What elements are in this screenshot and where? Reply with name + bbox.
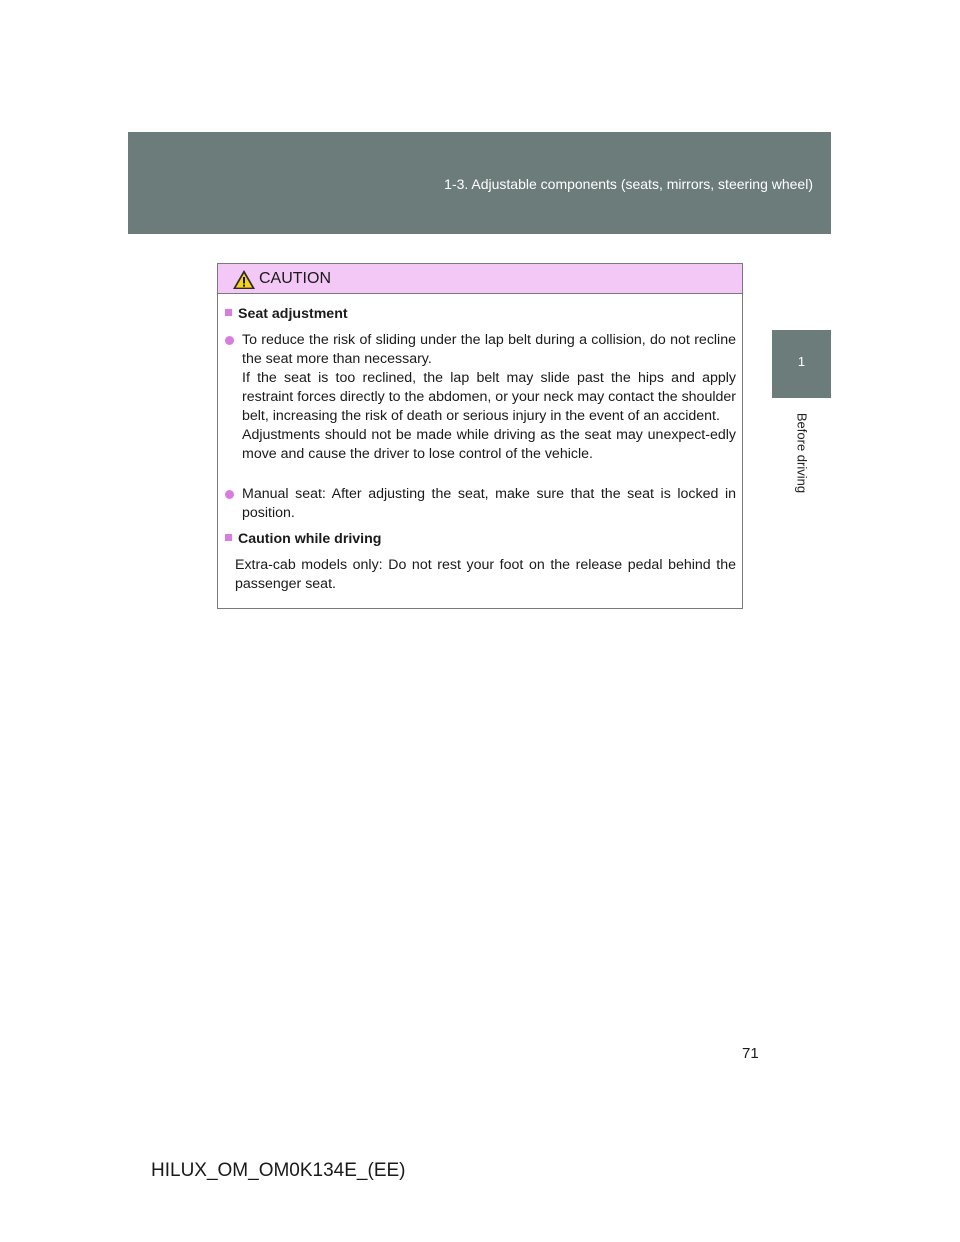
chapter-label [792,410,812,496]
round-bullet-icon [225,490,234,499]
list-item [225,485,736,523]
caution-box [217,263,743,609]
bullet-paragraph: Manual seat: After adjusting the seat, make sure that the seat is locked in position. [242,486,736,521]
warning-triangle-icon [232,269,256,290]
section-title: 1-3. Adjustable components (seats, mirrors, steering wheel) [444,176,813,192]
bullet-paragraph: Adjustments should not be made while driving as the seat may unexpect-edly move and cause the driver to lose control of the vehicle. [242,427,736,462]
document-code: HILUX_OM_OM0K134E_(EE) [151,1160,406,1181]
chapter-number: 1 [797,354,806,369]
section-heading-text: Caution while driving [238,531,382,547]
header-band [128,132,831,234]
chapter-label-text: Before driving [794,412,810,494]
caution-header [218,264,742,294]
square-bullet-icon [225,309,232,316]
round-bullet-icon [225,336,234,345]
section-heading-text: Seat adjustment [238,306,348,322]
bullet-paragraph: If the seat is too reclined, the lap belt may slide past the hips and apply restraint forces directly to the abdomen, or your neck may contact the shoulder belt, increasing the risk of death or serious injury in the event of an accident. [242,370,736,424]
section-heading-caution-while-driving [225,530,734,549]
square-bullet-icon [225,534,232,541]
section-paragraph: Extra-cab models only: Do not rest your foot on the release pedal behind the passenger seat. [235,557,736,592]
section-heading-seat-adjustment [225,305,734,324]
list-item [225,331,736,464]
caution-title: CAUTION [259,270,331,287]
bullet-paragraph: To reduce the risk of sliding under the lap belt during a collision, do not recline the seat more than necessary. [242,332,736,367]
chapter-tab [772,330,831,398]
page-number: 71 [742,1045,759,1062]
